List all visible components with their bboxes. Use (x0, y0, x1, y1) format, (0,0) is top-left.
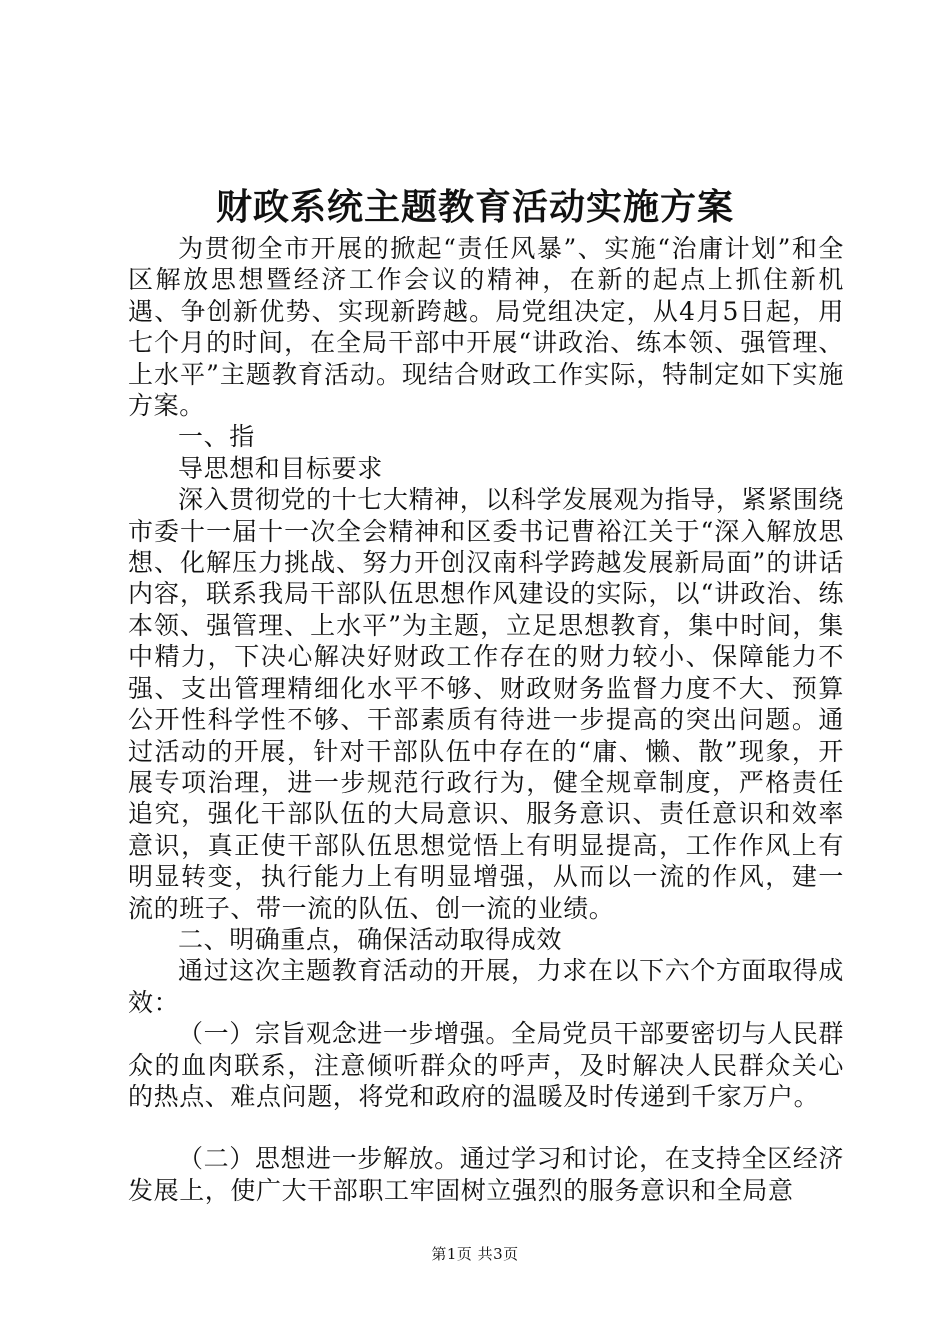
document-body (128, 233, 844, 1206)
paragraph-guiding-thought: 深入贯彻党的十七大精神，以科学发展观为指导，紧紧围绕市委十一届十一次全会精神和区委书记曹裕江关于“深入解放思想、化解压力挑战、努力开创汉南科学跨越发展新局面”的讲话内容，联系我局干部队伍思想作风建设的实际，以“讲政治、练本领、强管理、上水平”为主题，立足思想教育，集中时间，集中精力，下决心解决好财政工作存在的财力较小、保障能力不强、支出管理精细化水平不够、财政财务监督力度不大、预算公开性科学性不够、干部素质有待进一步提高的突出问题。通过活动的开展，针对干部队伍中存在的“庸、懒、散”现象，开展专项治理，进一步规范行政行为，健全规章制度，严格责任追究，强化干部队伍的大局意识、服务意识、责任意识和效率意识，真正使干部队伍思想觉悟上有明显提高，工作作风上有明显转变，执行能力上有明显增强，从而以一流的作风，建一流的班子、带一流的队伍、创一流的业绩。 (128, 485, 844, 923)
paragraph-intro: 为贯彻全市开展的掀起“责任风暴”、实施“治庸计划”和全区解放思想暨经济工作会议的精神，在新的起点上抓住新机遇、争创新优势、实现新跨越。局党组决定，从4月5日起，用七个月的时间，在全局干部中开展“讲政治、练本领、强管理、上水平”主题教育活动。现结合财政工作实际，特制定如下实施方案。 (128, 234, 844, 421)
paragraph-six-aspects: 通过这次主题教育活动的开展，力求在以下六个方面取得成效： (128, 956, 844, 1017)
section-heading-1-part-1: 一、指 (178, 422, 255, 452)
paragraph-spacer (128, 1112, 844, 1143)
section-heading-2: 二、明确重点，确保活动取得成效 (178, 924, 563, 954)
section-heading-1-part-2: 导思想和目标要求 (178, 453, 383, 483)
document-title: 财政系统主题教育活动实施方案 (215, 186, 734, 228)
paragraph-item-1: （一）宗旨观念进一步增强。全局党员干部要密切与人民群众的血肉联系，注意倾听群众的呼声，及时解决人民群众关心的热点、难点问题，将党和政府的温暖及时传递到千家万户。 (128, 1019, 844, 1111)
page-number: 第1页 共3页 (431, 1245, 519, 1263)
paragraph-item-2: （二）思想进一步解放。通过学习和讨论，在支持全区经济发展上，使广大干部职工牢固树立强烈的服务意识和全局意 (128, 1144, 844, 1205)
